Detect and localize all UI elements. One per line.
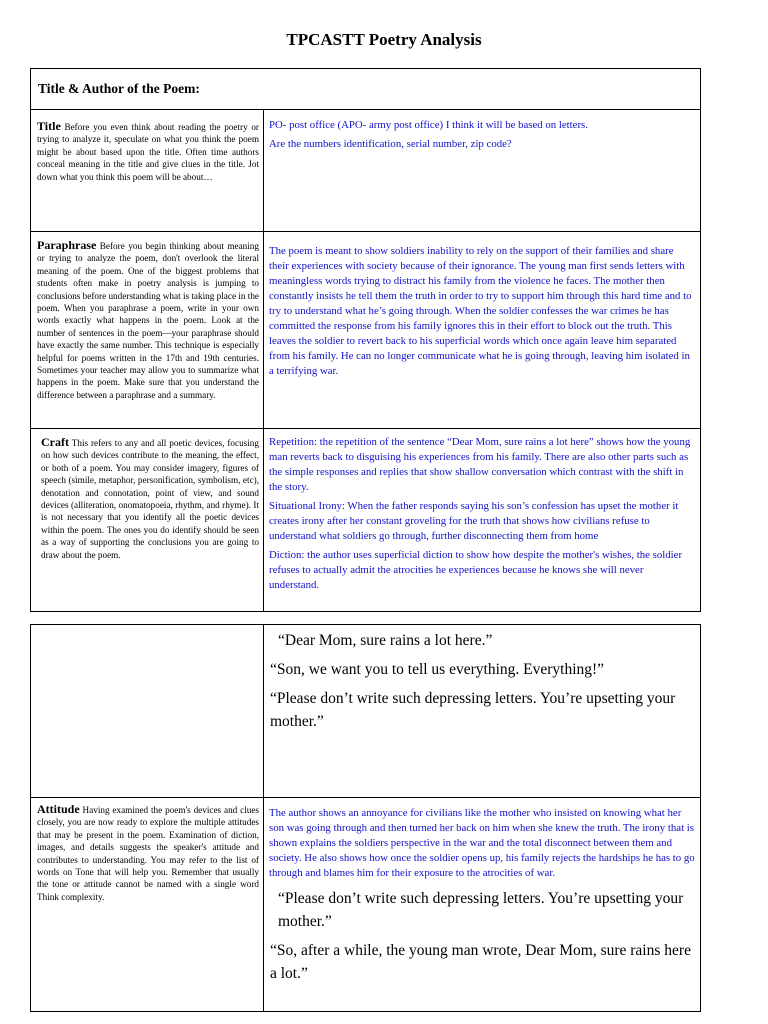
craft-answer-repetition: Repetition: the repetition of the sentence “Dear Mom, sure rains a lot here” shows how the young man reverts back to disguising his experiences from his family. There are also other parts such as the simple responses and replies that show shallow conversation which contrast with the shift in the story.	[269, 436, 691, 493]
title-label: Title	[37, 119, 61, 133]
quote-depressing-letters: “Please don’t write such depressing letters. You’re upsetting your mother.”	[270, 690, 676, 730]
table-row-craft	[31, 429, 701, 612]
analysis-table-bottom	[30, 624, 701, 1012]
attitude-description: Having examined the poem's devices and clues closely, you are now ready to explore the multiple attitudes that may be present in the poem. Examination of diction, images, and details suggests the speaker's attitude and contributes to understanding. You may refer to the list of words on Tone that will help you. Remember that usually the tone or attitude cannot be named with a single word Think complexity.	[37, 805, 259, 902]
paraphrase-instructions-cell	[31, 232, 264, 429]
paraphrase-description: Before you begin thinking about meaning or trying to analyze the poem, don't overlook the literal meaning of the poem. One of the biggest problems that students often make in poetry analysis is jumping to conclusions before understanding what is taking place in the poem. When you paraphrase a poem, write in your own words exactly what happens in the poem. Look at the number of sentences in the poem—your paraphrase should have exactly the same number. This technique is especially helpful for poems written in the 17th and 19th centuries. Sometimes your teacher may allow you to summarize what happens in the poem. Make sure that you understand the difference between a paraphrase and a summary.	[37, 241, 259, 400]
attitude-answer: The author shows an annoyance for civilians like the mother who insisted on knowing what her son was going through and then turned her back on him when she knew the truth. The irony that is shown explains the soldiers perspective in the war and the total disconnect between them and society. He also shows how once the soldier opens up, his family rejects the hardships he has to go through and blames him for their exposure to the atrocities of war.	[269, 807, 695, 879]
craft-answer-irony: Situational Irony: When the father responds saying his son’s confession has upset the mother it creates irony after her constant groveling for the truth that shows how civilians refuse to understand what soldiers go through, further disconnecting them from home	[269, 500, 679, 542]
craft-description: This refers to any and all poetic devices, focusing on how such devices contribute to the meaning, the effect, or both of a poem. You may consider imagery, figures of speech (simile, metaphor, personification, symbolism, etc), denotation and connotation, point of view, and sound devices (alliteration, onomatopoeia, rhythm, and rhyme). It is not necessary that you identify all the poetic devices within the poem. The ones you do identify should be seen as a way of supporting the conclusions you are going to draw about the poem.	[41, 438, 259, 560]
craft-answer-cell[interactable]	[264, 429, 701, 612]
title-instructions-cell	[31, 110, 264, 232]
attitude-answer-cell[interactable]	[264, 798, 701, 1012]
table-row-title	[31, 110, 701, 232]
quote-son-tell-us: “Son, we want you to tell us everything. Everything!”	[270, 661, 605, 678]
quotes-left-cell	[31, 625, 264, 798]
analysis-table-top	[30, 68, 701, 612]
craft-answer-diction: Diction: the author uses superficial diction to show how despite the mother's wishes, the soldier refuses to actually admit the atrocities he experiences because he knows she will never understand.	[269, 549, 683, 591]
title-answer-1: PO- post office (APO- army post office) I think it will be based on letters.	[269, 119, 588, 131]
craft-instructions-cell	[31, 429, 264, 612]
paraphrase-label: Paraphrase	[37, 238, 97, 252]
craft-label: Craft	[41, 435, 69, 449]
title-answer-cell[interactable]	[264, 110, 701, 232]
table-row-header	[31, 69, 701, 110]
title-answer-2: Are the numbers identification, serial number, zip code?	[269, 138, 512, 150]
title-description: Before you even think about reading the poetry or trying to analyze it, speculate on what you think the poem might be about based upon the title. Often time authors conceal meaning in the title and give clues in the title. Jot down what you think this poem will be about…	[37, 122, 259, 182]
table-row-attitude	[31, 798, 701, 1012]
attitude-quote-rains: “So, after a while, the young man wrote, Dear Mom, sure rains here a lot.”	[270, 942, 691, 982]
attitude-label: Attitude	[37, 802, 80, 816]
attitude-quote-depressing: “Please don’t write such depressing letters. You’re upsetting your mother.”	[278, 890, 684, 930]
paraphrase-answer-cell[interactable]	[264, 232, 701, 429]
title-author-cell[interactable]	[31, 69, 701, 110]
attitude-instructions-cell	[31, 798, 264, 1012]
paraphrase-answer: The poem is meant to show soldiers inability to rely on the support of their families and share their experiences with society because of their ignorance. The young man first sends letters with meaningless words trying to distract his family from the violence he faces. The mother then constantly insists he tell them the truth in order to try to support him through this hard time and to try to understand what he’s going through. When the soldier confesses the war crimes he has committed the response from his family ignores this in their effort to block out the truth. This leaves the soldier to revert back to his superficial words which once again leave him separated from his family. He can no longer communicate what he is going through, leaving him isolated in a terrifying war.	[269, 245, 692, 377]
title-author-heading: Title & Author of the Poem:	[38, 81, 200, 96]
table-row-quotes	[31, 625, 701, 798]
document-title: TPCASTT Poetry Analysis	[286, 30, 482, 49]
quotes-answer-cell[interactable]	[264, 625, 701, 798]
quote-dear-mom: “Dear Mom, sure rains a lot here.”	[278, 632, 493, 649]
table-row-paraphrase	[31, 232, 701, 429]
